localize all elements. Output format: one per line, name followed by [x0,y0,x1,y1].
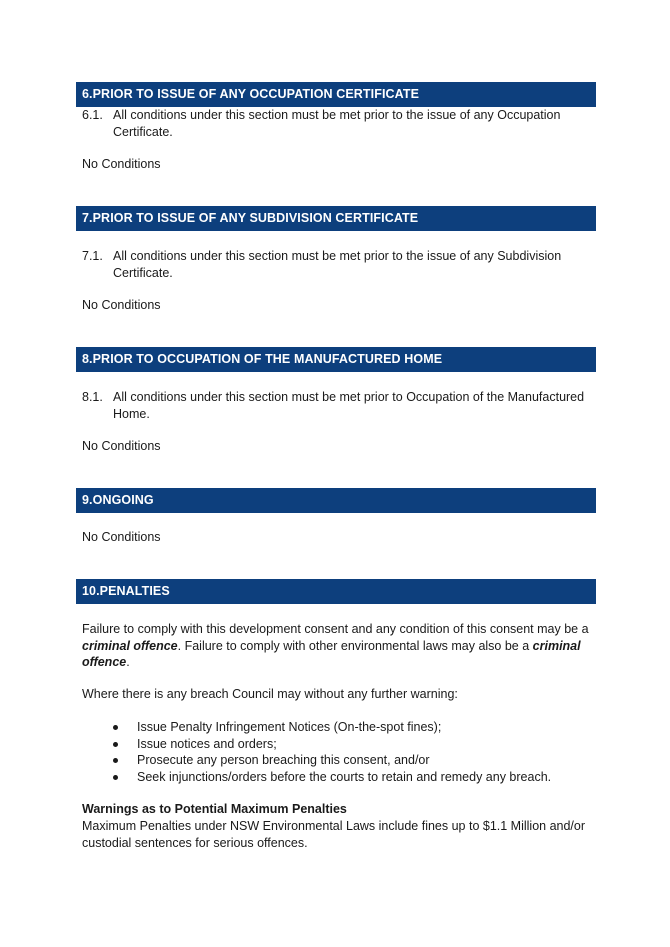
no-conditions-9: No Conditions [82,530,161,544]
section-heading-8: 8.PRIOR TO OCCUPATION OF THE MANUFACTURED HOME [76,347,596,372]
warnings-text: Maximum Penalties under NSW Environmental Laws include fines up to $1.1 Million and/or custodial sentences for serious offences. [82,819,586,850]
item-text-8-1: All conditions under this section must be met prior to Occupation of the Manufactured Home. [113,390,585,421]
no-conditions-6: No Conditions [82,157,161,171]
penalties-text-a: Failure to comply with this development consent and any condition of this consent may be a [82,622,589,636]
section-heading-10: 10.PENALTIES [76,579,596,604]
criminal-offence-emphasis-1: criminal offence [82,638,178,653]
list-item: Issue notices and orders; [110,736,551,753]
bullet-icon [113,725,118,730]
item-number-6-1: 6.1. [82,108,103,122]
penalties-paragraph [82,621,597,671]
item-number-7-1: 7.1. [82,249,103,263]
penalties-text-b: . Failure to comply with other environmental laws may also be a [177,638,533,653]
list-item: Issue Penalty Infringement Notices (On-the-spot fines); [110,719,551,736]
bullet-icon [113,775,118,780]
warnings-heading: Warnings as to Potential Maximum Penalties [82,802,347,816]
item-number-8-1: 8.1. [82,390,103,404]
item-text-6-1: All conditions under this section must be met prior to the issue of any Occupation Certificate. [113,108,561,139]
section-heading-6: 6.PRIOR TO ISSUE OF ANY OCCUPATION CERTIFICATE [76,82,596,107]
list-item: Prosecute any person breaching this consent, and/or [110,752,551,769]
criminal-offence-emphasis-2: criminal offence [82,638,581,669]
penalties-text-c: . [126,655,130,669]
section-heading-7: 7.PRIOR TO ISSUE OF ANY SUBDIVISION CERTIFICATE [76,206,596,231]
no-conditions-8: No Conditions [82,439,161,453]
list-item: Seek injunctions/orders before the courts to retain and remedy any breach. [110,769,551,786]
item-text-7-1: All conditions under this section must be met prior to the issue of any Subdivision Certificate. [113,249,562,280]
bullet-icon [113,742,118,747]
section-heading-9: 9.ONGOING [76,488,596,513]
no-conditions-7: No Conditions [82,298,161,312]
bullet-icon [113,758,118,763]
breach-intro: Where there is any breach Council may without any further warning: [82,687,458,701]
breach-actions-list [110,719,551,785]
